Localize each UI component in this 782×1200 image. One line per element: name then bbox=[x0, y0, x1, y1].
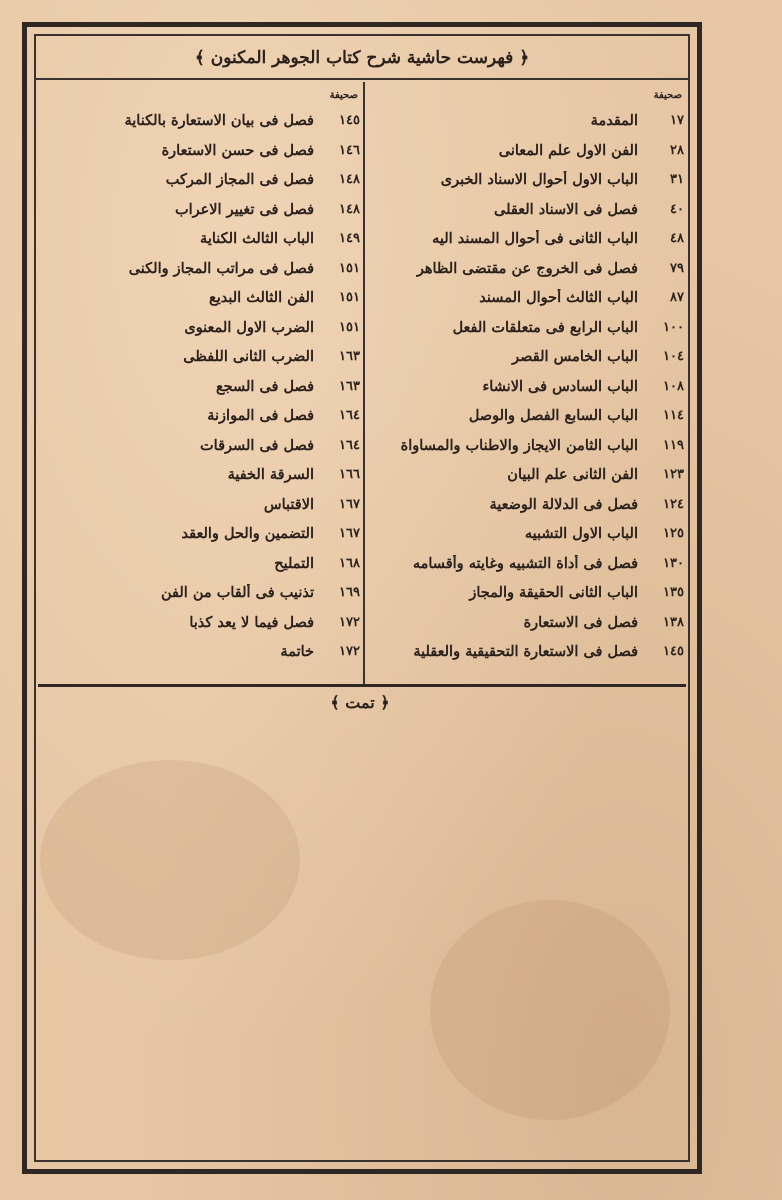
entry-page-number: ١٤٨ bbox=[339, 201, 360, 217]
entry-title: الباب السادس فى الانشاء bbox=[482, 377, 638, 395]
index-entry bbox=[40, 519, 360, 549]
entry-page-number: ١٧٢ bbox=[339, 644, 360, 660]
index-entry bbox=[40, 372, 360, 402]
entry-page-number: ١٤٥ bbox=[339, 113, 360, 129]
entry-title: فصل فى السرقات bbox=[200, 436, 314, 454]
column-header-left: صحيفة bbox=[329, 90, 358, 101]
entry-page-number: ١٦٦ bbox=[339, 467, 360, 483]
index-entry bbox=[40, 313, 360, 343]
index-entry bbox=[368, 224, 684, 254]
index-entry bbox=[368, 637, 684, 667]
entry-page-number: ١٦٧ bbox=[339, 496, 360, 512]
index-entry bbox=[40, 254, 360, 284]
entry-title: فصل فى السجع bbox=[215, 377, 314, 395]
entry-page-number: ١٦٣ bbox=[339, 378, 360, 394]
entry-title: الباب الثامن الايجاز والاطناب والمساواة bbox=[400, 436, 638, 454]
entry-page-number: ١٦٨ bbox=[339, 555, 360, 571]
table-bottom-rule bbox=[38, 684, 686, 687]
entry-page-number: ٣١ bbox=[670, 172, 684, 188]
entry-title: الباب الخامس القصر bbox=[512, 348, 638, 366]
entry-page-number: ١٦٩ bbox=[339, 585, 360, 601]
entry-title: فصل فى الاستعارة التحقيقية والعقلية bbox=[413, 643, 638, 661]
entry-page-number: ١٥١ bbox=[339, 260, 360, 276]
entry-title: الباب الثانى فى أحوال المسند اليه bbox=[432, 230, 638, 248]
entry-title: فصل فى مراتب المجاز والكنى bbox=[128, 259, 314, 277]
index-entry bbox=[368, 431, 684, 461]
entry-page-number: ١٢٤ bbox=[663, 496, 684, 512]
index-entry bbox=[40, 549, 360, 579]
entry-title: الاقتباس bbox=[263, 495, 314, 513]
entry-page-number: ١١٤ bbox=[663, 408, 684, 424]
entry-page-number: ١٥١ bbox=[339, 319, 360, 335]
index-entry bbox=[368, 608, 684, 638]
entry-title: الباب الاول التشبيه bbox=[524, 525, 638, 543]
entry-title: فصل فى المجاز المركب bbox=[165, 171, 314, 189]
index-entry bbox=[40, 136, 360, 166]
index-entry bbox=[40, 195, 360, 225]
index-entry bbox=[368, 342, 684, 372]
entry-title: الفن الثانى علم البيان bbox=[507, 466, 638, 484]
entry-title: فصل فيما لا يعد كذبا bbox=[189, 613, 314, 631]
entry-page-number: ٤٠ bbox=[670, 201, 684, 217]
entry-title: تذنيب فى ألقاب من الفن bbox=[161, 584, 314, 602]
index-entry bbox=[40, 283, 360, 313]
entry-page-number: ١١٩ bbox=[663, 437, 684, 453]
entry-title: فصل فى الدلالة الوضعية bbox=[489, 495, 638, 513]
page-title: ﴿ فهرست حاشية شرح كتاب الجوهر المكنون ﴾ bbox=[194, 47, 530, 68]
entry-page-number: ٢٨ bbox=[670, 142, 684, 158]
entry-page-number: ١٠٤ bbox=[663, 349, 684, 365]
index-column-left bbox=[40, 86, 360, 667]
entry-page-number: ١٧٢ bbox=[339, 614, 360, 630]
entry-page-number: ١٢٣ bbox=[663, 467, 684, 483]
entry-page-number: ١٣٠ bbox=[663, 555, 684, 571]
index-entry bbox=[368, 519, 684, 549]
entry-page-number: ١٥١ bbox=[339, 290, 360, 306]
entry-page-number: ٤٨ bbox=[670, 231, 684, 247]
entry-title: الضرب الاول المعنوى bbox=[184, 318, 314, 336]
entry-page-number: ١٦٤ bbox=[339, 437, 360, 453]
entry-title: فصل فى الاستعارة bbox=[523, 613, 638, 631]
index-column-right bbox=[368, 86, 684, 667]
entry-title: التمليح bbox=[274, 554, 314, 572]
entry-title: خاتمة bbox=[280, 643, 314, 661]
column-divider bbox=[363, 82, 365, 684]
entry-title: فصل فى تغيير الاعراب bbox=[174, 200, 314, 218]
index-entry bbox=[368, 578, 684, 608]
entry-page-number: ١٤٥ bbox=[663, 644, 684, 660]
finis-mark: ﴿ تمت ﴾ bbox=[330, 693, 390, 712]
index-entry bbox=[368, 372, 684, 402]
index-entry bbox=[368, 254, 684, 284]
title-bar bbox=[36, 36, 688, 80]
entry-title: فصل فى أداة التشبيه وغايته وأقسامه bbox=[412, 554, 638, 572]
index-entry bbox=[40, 460, 360, 490]
index-entry bbox=[368, 549, 684, 579]
entry-page-number: ١٠٨ bbox=[663, 378, 684, 394]
entry-title: فصل فى الخروج عن مقتضى الظاهر bbox=[416, 259, 638, 277]
entry-title: الباب الثالث الكناية bbox=[200, 230, 314, 248]
entry-title: فصل فى الاسناد العقلى bbox=[493, 200, 638, 218]
entry-page-number: ١٦٤ bbox=[339, 408, 360, 424]
entry-page-number: ١٠٠ bbox=[663, 319, 684, 335]
index-entry bbox=[368, 401, 684, 431]
column-header-right: صحيفة bbox=[653, 90, 682, 101]
entry-page-number: ١٧ bbox=[670, 113, 684, 129]
entry-title: الباب الثانى الحقيقة والمجاز bbox=[469, 584, 638, 602]
entry-page-number: ١٣٥ bbox=[663, 585, 684, 601]
index-entry bbox=[40, 431, 360, 461]
entry-title: فصل فى بيان الاستعارة بالكناية bbox=[124, 112, 314, 130]
index-entry bbox=[368, 136, 684, 166]
index-entry bbox=[368, 165, 684, 195]
index-entry bbox=[368, 283, 684, 313]
index-entry bbox=[368, 490, 684, 520]
index-entry bbox=[40, 224, 360, 254]
entry-page-number: ١٤٩ bbox=[339, 231, 360, 247]
index-entry bbox=[40, 608, 360, 638]
index-entry bbox=[368, 313, 684, 343]
entry-title: السرقة الخفية bbox=[227, 466, 314, 484]
entry-page-number: ١٤٨ bbox=[339, 172, 360, 188]
entry-title: الفن الاول علم المعانى bbox=[498, 141, 638, 159]
entry-title: المقدمة bbox=[590, 112, 638, 130]
entry-title: الباب الرابع فى متعلقات الفعل bbox=[452, 318, 638, 336]
entry-page-number: ٧٩ bbox=[670, 260, 684, 276]
entry-page-number: ١٤٦ bbox=[339, 142, 360, 158]
index-entry bbox=[368, 195, 684, 225]
entry-title: الضرب الثانى اللفظى bbox=[183, 348, 314, 366]
index-entry bbox=[40, 578, 360, 608]
entry-page-number: ٨٧ bbox=[670, 290, 684, 306]
entry-title: الفن الثالث البديع bbox=[209, 289, 314, 307]
entry-page-number: ١٦٣ bbox=[339, 349, 360, 365]
entry-page-number: ١٢٥ bbox=[663, 526, 684, 542]
entry-title: فصل فى حسن الاستعارة bbox=[161, 141, 314, 159]
entry-title: فصل فى الموازنة bbox=[207, 407, 314, 425]
index-entry bbox=[40, 401, 360, 431]
index-entry bbox=[40, 342, 360, 372]
index-entry bbox=[368, 106, 684, 136]
entry-title: التضمين والحل والعقد bbox=[181, 525, 314, 543]
entry-title: الباب الثالث أحوال المسند bbox=[479, 289, 638, 307]
index-entry bbox=[40, 637, 360, 667]
index-entry bbox=[368, 460, 684, 490]
index-entry bbox=[40, 165, 360, 195]
entry-page-number: ١٦٧ bbox=[339, 526, 360, 542]
entry-page-number: ١٣٨ bbox=[663, 614, 684, 630]
entry-title: الباب السابع الفصل والوصل bbox=[468, 407, 638, 425]
entry-title: الباب الاول أحوال الاسناد الخبرى bbox=[440, 171, 638, 189]
index-entry bbox=[40, 490, 360, 520]
index-entry bbox=[40, 106, 360, 136]
